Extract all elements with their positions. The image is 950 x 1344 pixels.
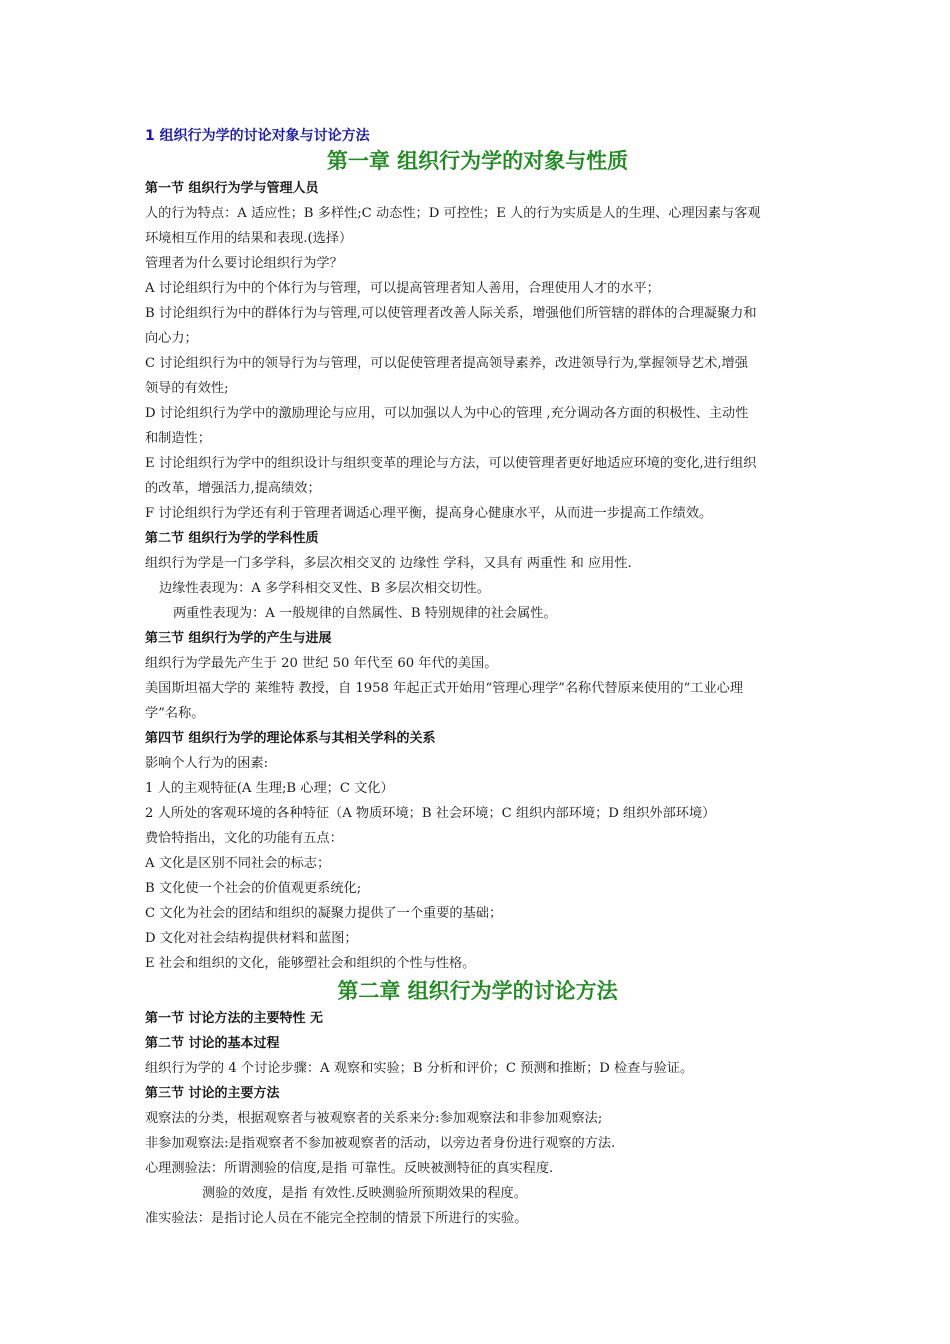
paragraph: 非参加观察法:是指观察者不参加被观察者的活动，以旁边者身份进行观察的方法.: [145, 1136, 616, 1151]
paragraph: 环境相互作用的结果和表现.(选择）: [145, 231, 353, 246]
paragraph: A 讨论组织行为中的个体行为与管理，可以提高管理者知人善用，合理使用人才的水平；: [145, 281, 660, 296]
paragraph: B 文化使一个社会的价值观更系统化;: [145, 881, 362, 896]
section-1-4-title: 第四节 组织行为学的理论体系与其相关学科的关系: [145, 731, 436, 746]
section-2-1-title: 第一节 讨论方法的主要特性 无: [145, 1011, 324, 1026]
paragraph: 的改革，增强活力,提高绩效；: [145, 481, 321, 496]
paragraph: 组织行为学的 4 个讨论步骤：A 观察和实验；B 分析和评价；C 预测和推断；D 检查与验证。: [145, 1061, 694, 1076]
paragraph: A 文化是区别不同社会的标志；: [145, 856, 331, 871]
paragraph: 费恰特指出，文化的功能有五点：: [145, 831, 343, 846]
section-2-3-title: 第三节 讨论的主要方法: [145, 1086, 280, 1101]
paragraph: 观察法的分类，根据观察者与被观察者的关系来分:参加观察法和非参加观察法;: [145, 1111, 603, 1126]
paragraph: E 社会和组织的文化，能够塑社会和组织的个性与性格。: [145, 956, 476, 971]
paragraph: 学”名称。: [145, 706, 205, 721]
paragraph: C 文化为社会的团结和组织的凝聚力提供了一个重要的基础；: [145, 906, 503, 921]
paragraph: 管理者为什么要讨论组织行为学？: [145, 256, 343, 271]
document-page: [145, 126, 810, 1231]
paragraph: E 讨论组织行为学中的组织设计与组织变革的理论与方法，可以使管理者更好地适应环境的变化,进行组织: [145, 456, 757, 471]
paragraph: D 文化对社会结构提供材料和蓝图；: [145, 931, 358, 946]
paragraph: 向心力；: [145, 331, 198, 346]
paragraph: 心理测验法：所谓测验的信度,是指 可靠性。反映被测特征的真实程度.: [145, 1161, 554, 1176]
section-2-2-title: 第二节 讨论的基本过程: [145, 1036, 280, 1051]
section-1-2-title: 第二节 组织行为学的学科性质: [145, 531, 319, 546]
paragraph: 1 人的主观特征(A 生理;B 心理；C 文化）: [145, 781, 394, 796]
paragraph: F 讨论组织行为学还有利于管理者调适心理平衡，提高身心健康水平，从而进一步提高工作绩效。: [145, 506, 713, 521]
paragraph: 和制造性；: [145, 431, 211, 446]
paragraph: 准实验法：是指讨论人员在不能完全控制的情景下所进行的实验。: [145, 1211, 528, 1226]
section-1-1-title: 第一节 组织行为学与管理人员: [145, 181, 319, 196]
paragraph: 人的行为特点：A 适应性；B 多样性;C 动态性；D 可控性；E 人的行为实质是人的生理、心理因素与客观: [145, 206, 761, 221]
paragraph: 2 人所处的客观环境的各种特征（A 物质环境；B 社会环境；C 组织内部环境；D 组织外部环境）: [145, 806, 716, 821]
paragraph: 美国斯坦福大学的 莱维特 教授，自 1958 年起正式开始用“管理心理学”名称代替原来使用的“工业心理: [145, 681, 744, 696]
paragraph: B 讨论组织行为中的群体行为与管理,可以使管理者改善人际关系，增强他们所管辖的群体的合理凝聚力和: [145, 306, 757, 321]
paragraph: 测验的效度，是指 有效性.反映测验所预期效果的程度。: [202, 1186, 527, 1201]
paragraph: C 讨论组织行为中的领导行为与管理，可以促使管理者提高领导素养，改进领导行为,掌握领导艺术,增强: [145, 356, 748, 371]
paragraph: 组织行为学是一门多学科，多层次相交叉的 边缘性 学科，又具有 两重性 和 应用性.: [145, 556, 632, 571]
chapter-2-title: 第二章 组织行为学的讨论方法: [337, 979, 618, 1003]
paragraph: 组织行为学最先产生于 20 世纪 50 年代至 60 年代的美国。: [145, 656, 498, 671]
paragraph: 边缘性表现为：A 多学科相交叉性、B 多层次相交切性。: [159, 581, 490, 596]
paragraph: 领导的有效性;: [145, 381, 229, 396]
paragraph: 影响个人行为的困素:: [145, 756, 269, 771]
paragraph: D 讨论组织行为学中的激励理论与应用，可以加强以人为中心的管理 ,充分调动各方面的积极性、主动性: [145, 406, 749, 421]
document-title: 1 组织行为学的讨论对象与讨论方法: [145, 128, 370, 144]
paragraph: 两重性表现为：A 一般规律的自然属性、B 特别规律的社会属性。: [173, 606, 557, 621]
section-1-3-title: 第三节 组织行为学的产生与进展: [145, 631, 332, 646]
chapter-1-title: 第一章 组织行为学的对象与性质: [326, 149, 629, 173]
